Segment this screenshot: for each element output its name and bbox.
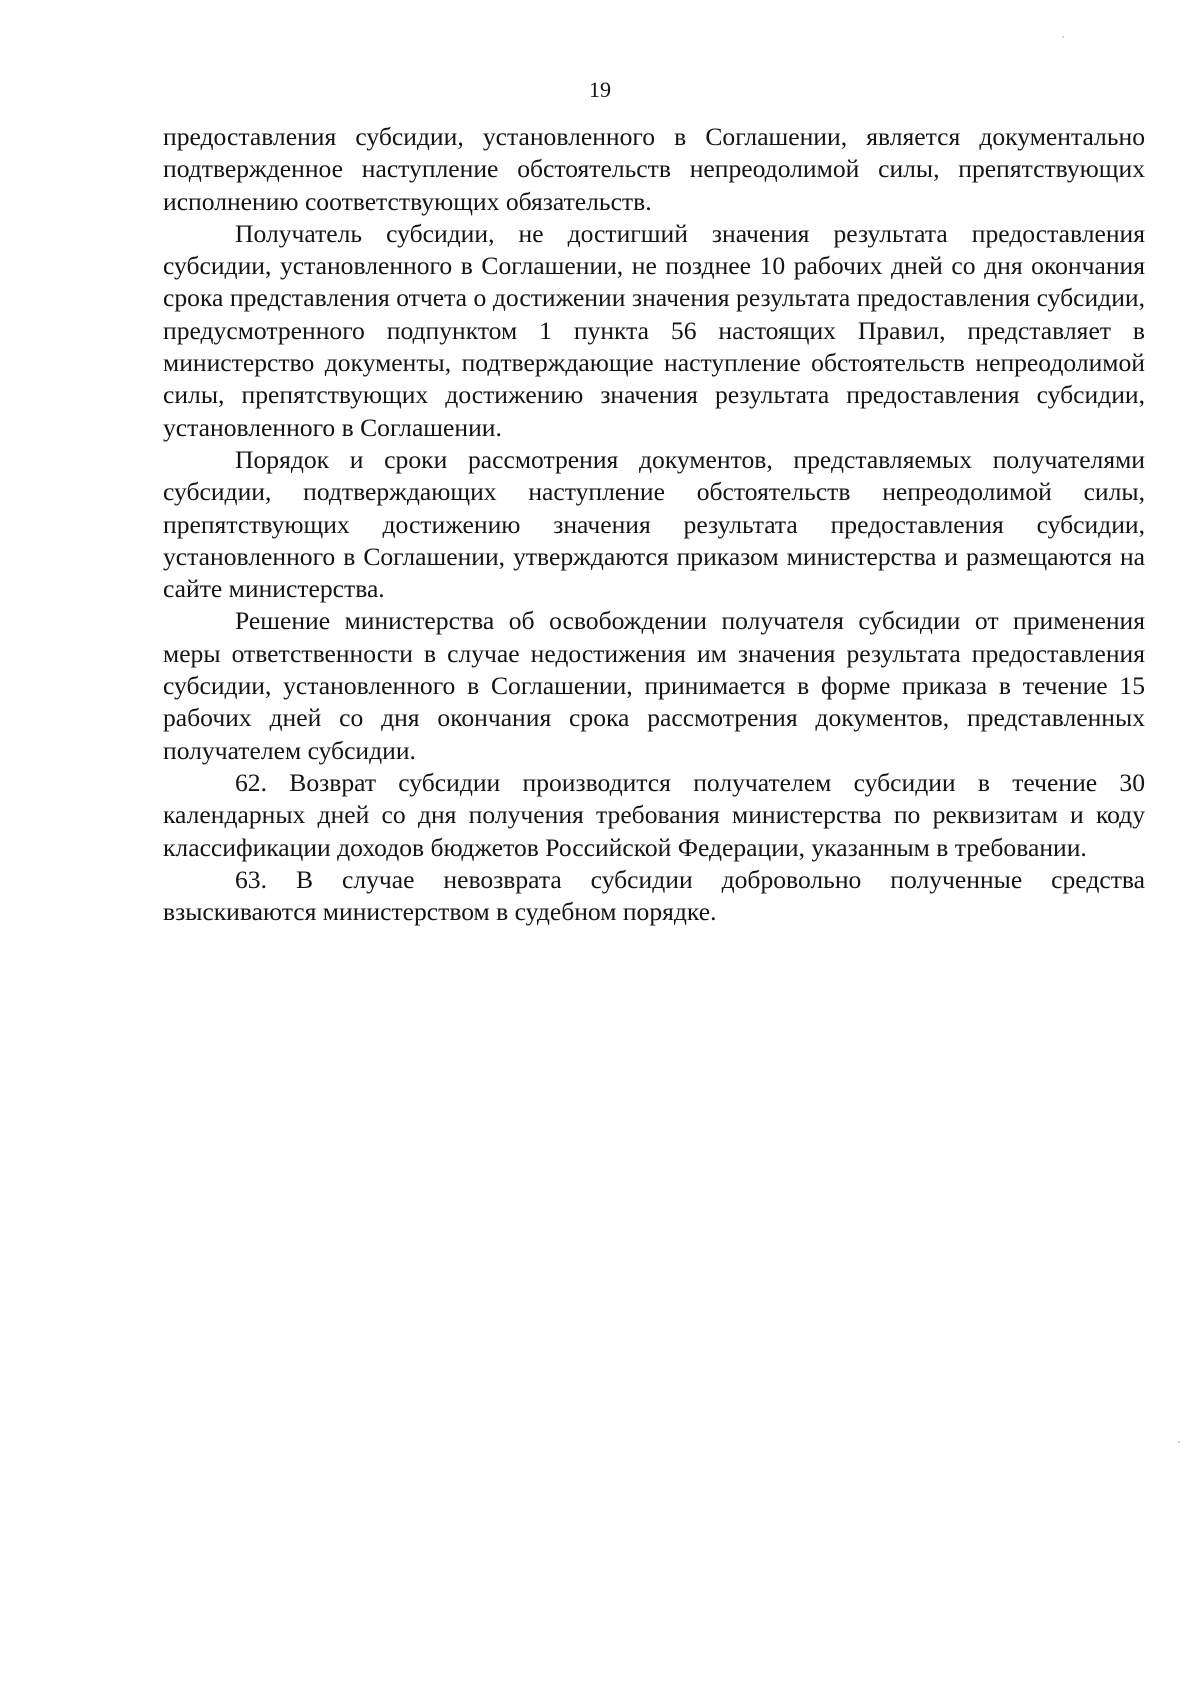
paragraph-review-procedure: Порядок и сроки рассмотрения документов, представляемых получателями субсидии, подтверждающих наступление обстоятельств непреодолимой силы, препятствующих достижению значения результата предоставления субсидии, установленного в Соглашении, утверждаются приказом министерства и размещаются на сайте министерства. xyxy=(163,444,1145,604)
paragraph-item-63: 63. В случае невозврата субсидии добровольно полученные средства взыскиваются министерством в судебном порядке. xyxy=(163,864,1145,927)
scan-speck xyxy=(1062,36,1064,38)
page-number: 19 xyxy=(589,77,611,102)
document-body xyxy=(163,121,1145,928)
paragraph-recipient-documents: Получатель субсидии, не достигший значения результата предоставления субсидии, установленного в Соглашении, не позднее 10 рабочих дней со дня окончания срока представления отчета о достижении значения результата предоставления субсидии, предусмотренного подпунктом 1 пункта 56 настоящих Правил, представляет в министерство документы, подтверждающие наступление обстоятельств непреодолимой силы, препятствующих достижению значения результата предоставления субсидии, установленного в Соглашении. xyxy=(163,218,1145,442)
paragraph-item-62: 62. Возврат субсидии производится получателем субсидии в течение 30 календарных дней со дня получения требования министерства по реквизитам и коду классификации доходов бюджетов Российской Федерации, указанным в требовании. xyxy=(163,767,1145,862)
scan-speck xyxy=(1178,1441,1180,1443)
paragraph-continuation: предоставления субсидии, установленного в Соглашении, является документально подтвержденное наступление обстоятельств непреодолимой силы, препятствующих исполнению соответствующих обязательств. xyxy=(163,122,1145,216)
paragraph-ministry-decision: Решение министерства об освобождении получателя субсидии от применения меры ответственности в случае недостижения им значения результата предоставления субсидии, установленного в Соглашении, принимается в форме приказа в течение 15 рабочих дней со дня окончания срока рассмотрения документов, представленных получателем субсидии. xyxy=(163,606,1145,765)
